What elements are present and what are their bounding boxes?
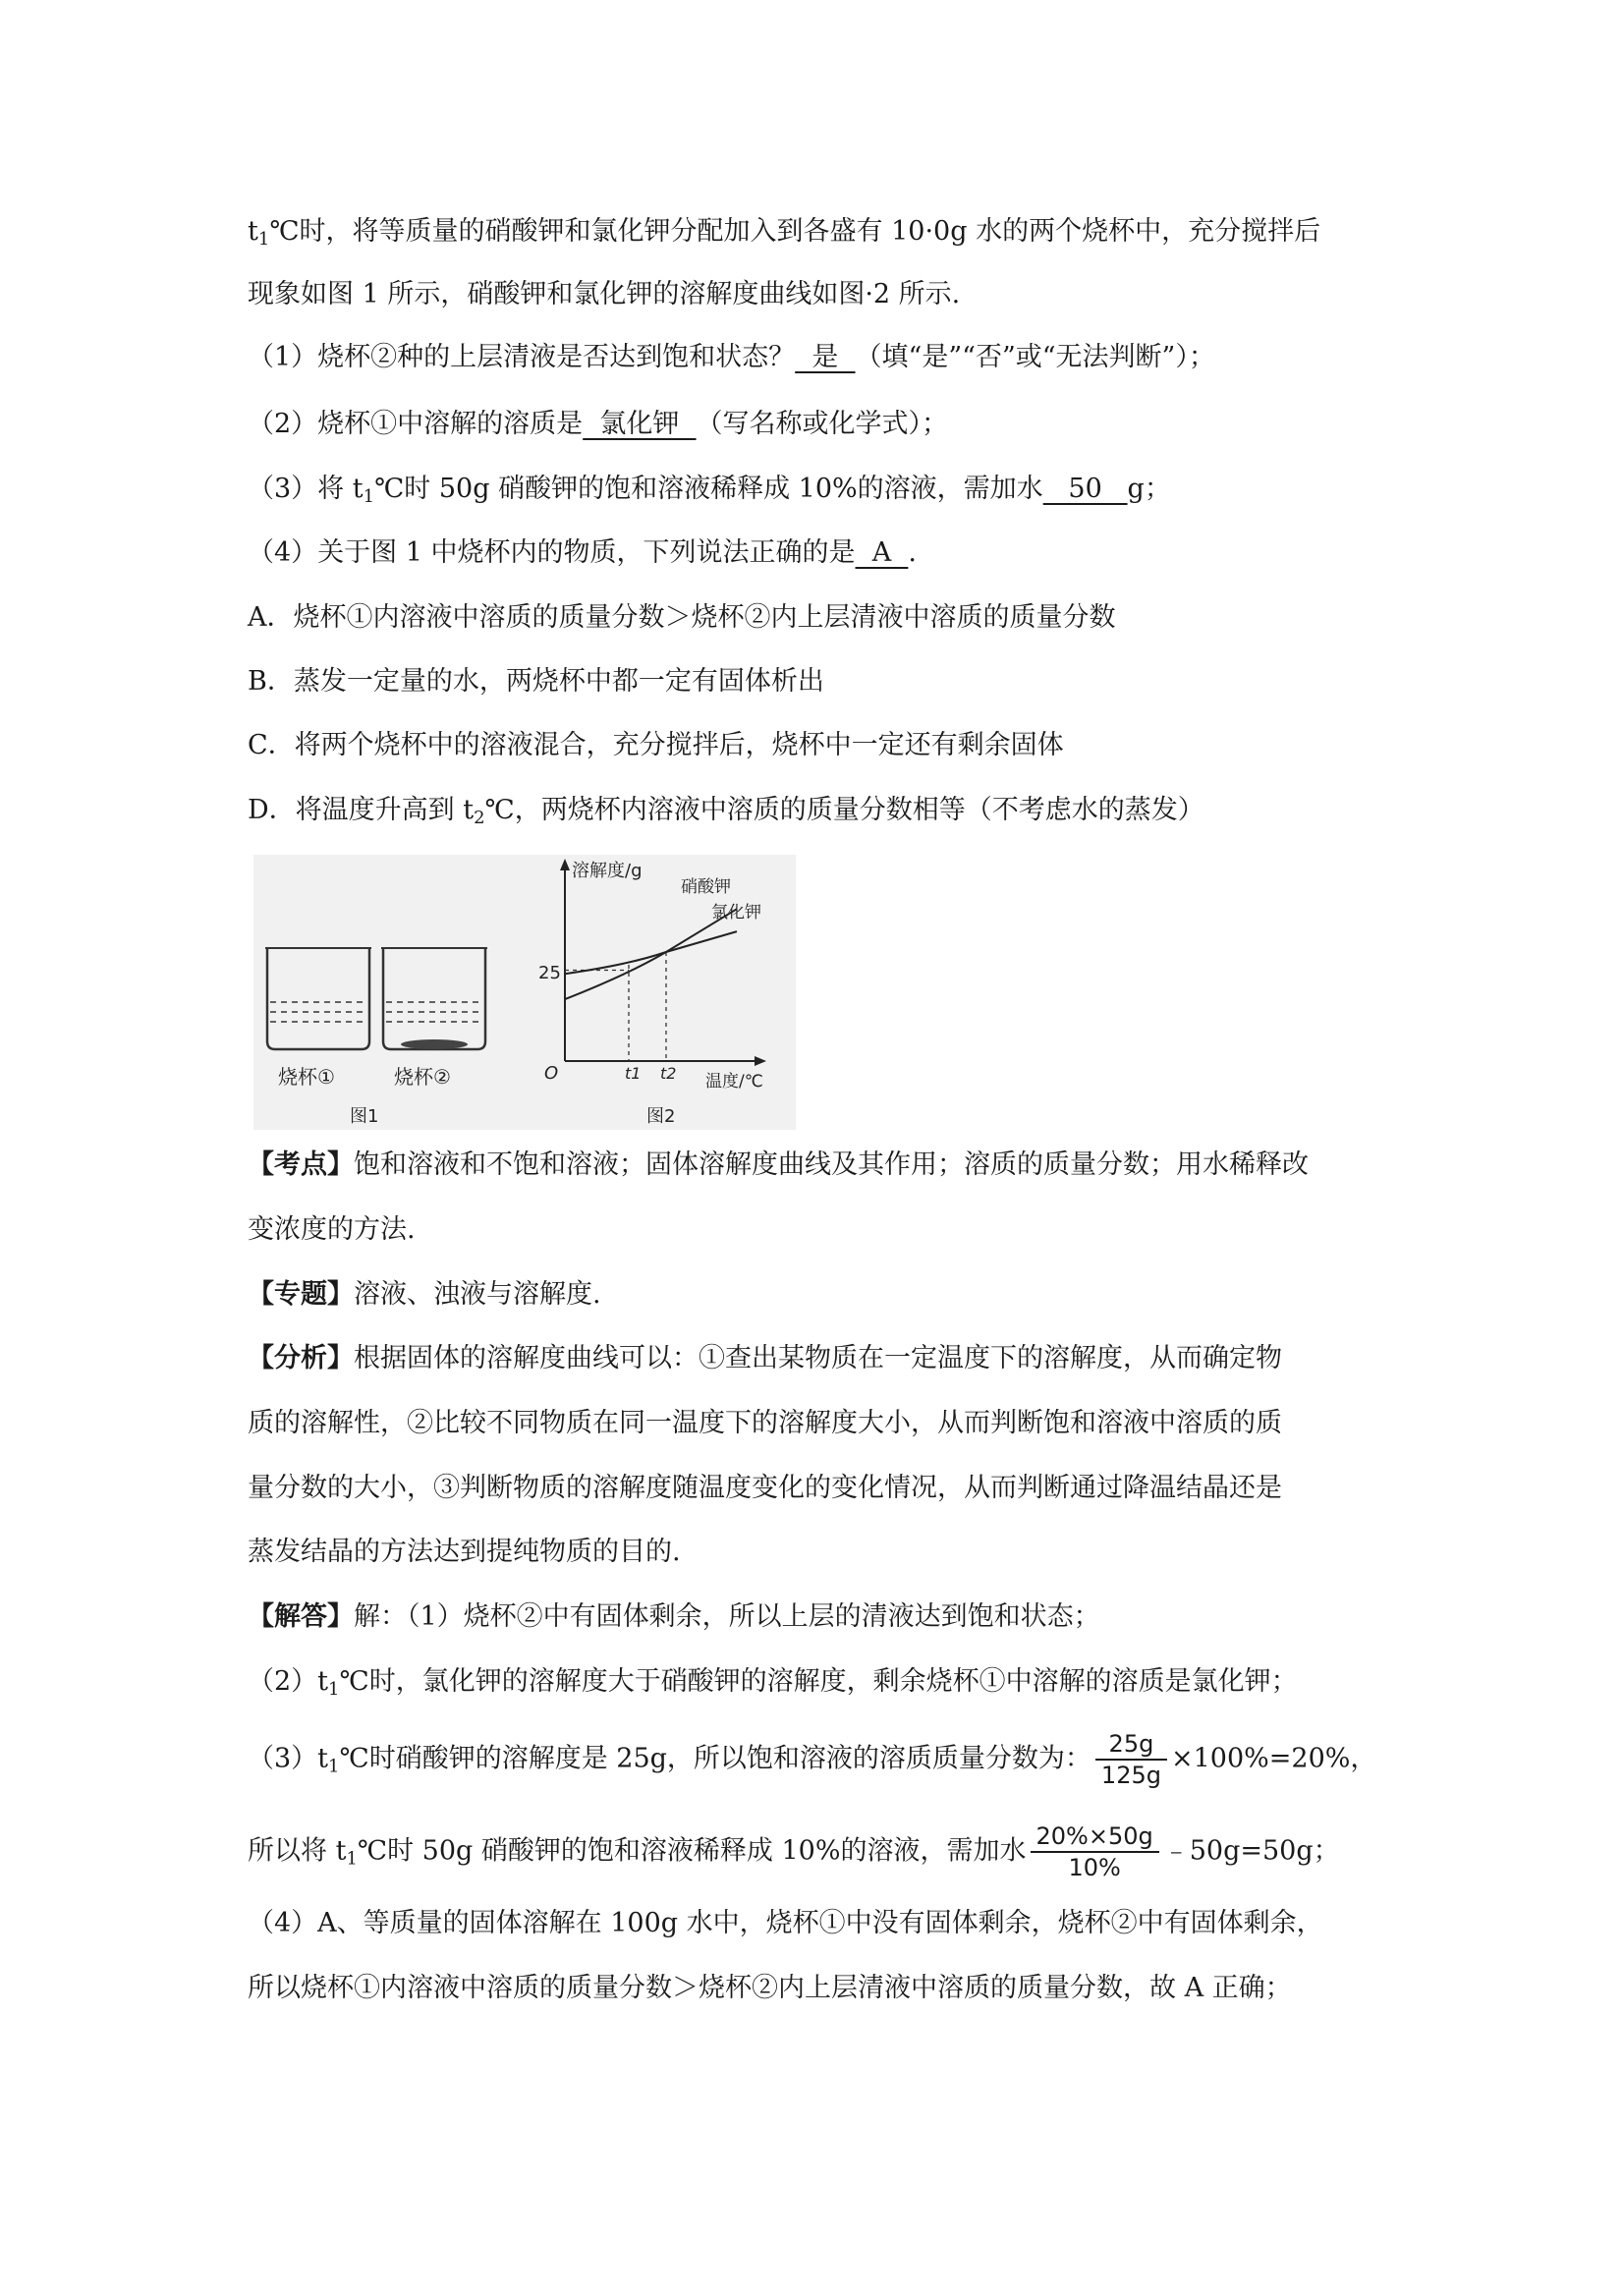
fraction-mass-percent: $\frac{25g}{125g}$ xyxy=(1095,1729,1167,1790)
fenxi-line-2: 质的溶解性，②比较不同物质在同一温度下的溶解度大小，从而判断饱和溶液中溶质的质 xyxy=(248,1408,1282,1438)
zhuanti-line: 【专题】溶液、浊液与溶解度. xyxy=(248,1279,601,1310)
jieda-line-6: 所以烧杯①内溶液中溶质的质量分数＞烧杯②内上层清液中溶质的质量分数，故 A 正确； xyxy=(248,1973,1292,2003)
option-d: D．将温度升高到 $t_2℃$，两烧杯内溶液中溶质的质量分数相等（不考虑水的蒸发） xyxy=(248,795,1204,828)
zhuanti-label: 【专题】 xyxy=(248,1279,354,1310)
series-label-kcl: 氯化钾 xyxy=(711,903,761,923)
jieda-line-1: 【解答】解：（1）烧杯②中有固体剩余，所以上层的清液达到饱和状态； xyxy=(248,1601,1100,1632)
option-a: A．烧杯①内溶液中溶质的质量分数＞烧杯②内上层清液中溶质的质量分数 xyxy=(248,602,1116,633)
jieda-line-2: $(2)t_1℃$时，氯化钾的溶解度大于硝酸钾的溶解度，剩余烧杯①中溶解的溶质是氯化钾； xyxy=(248,1666,1298,1700)
intro-line-2: 现象如图 1 所示，硝酸钾和氯化钾的溶解度曲线如图·2 所示. xyxy=(248,279,961,309)
fenxi-label: 【分析】 xyxy=(248,1343,354,1373)
kaodian-label: 【考点】 xyxy=(248,1149,354,1180)
option-c: C．将两个烧杯中的溶液混合，充分搅拌后，烧杯中一定还有剩余固体 xyxy=(248,730,1064,760)
kaodian-line-1: 【考点】饱和溶液和不饱和溶液；固体溶解度曲线及其作用；溶质的质量分数；用水稀释改 xyxy=(248,1149,1309,1180)
jieda-line-4: 所以将 $t_1℃$时 50g 硝酸钾的饱和溶液稀释成 10%的溶液，需加水 $\frac{20\%\times 50g}{10\%}$ ﹣50g=50g； xyxy=(248,1822,1340,1881)
series-label-kno3: 硝酸钾 xyxy=(681,877,731,897)
answer-1: 是 xyxy=(795,342,856,372)
x-axis-label: 温度/℃ xyxy=(705,1072,763,1092)
fraction-dilution: $\frac{20\%\times 50g}{10\%}$ xyxy=(1031,1821,1159,1882)
y-tick-25: 25 xyxy=(538,963,561,983)
beaker-1-label: 烧杯① xyxy=(278,1065,335,1089)
fenxi-line-4: 蒸发结晶的方法达到提纯物质的目的. xyxy=(248,1537,681,1567)
figure-2-caption: 图2 xyxy=(646,1106,676,1127)
fenxi-line-1: 【分析】根据固体的溶解度曲线可以：①查出某物质在一定温度下的溶解度，从而确定物 xyxy=(248,1343,1282,1373)
x-tick-t2: t2 xyxy=(660,1064,677,1083)
question-1: （1）烧杯②种的上层清液是否达到饱和状态？ 是 （填“是”“否”或“无法判断”）； xyxy=(248,342,1215,372)
answer-3: 50 xyxy=(1042,474,1128,504)
jieda-label: 【解答】 xyxy=(248,1601,354,1632)
answer-4: A xyxy=(855,537,909,568)
intro-line-1: $t_1℃$时，将等质量的硝酸钾和氯化钾分配加入到各盛有 10·0g 水的两个烧杯中，充分搅拌后 xyxy=(248,216,1321,250)
kaodian-line-2: 变浓度的方法. xyxy=(248,1214,416,1245)
question-3: （3）将 $t_1℃$时 50g 硝酸钾的饱和溶液稀释成 10%的溶液，需加水 50 g； xyxy=(248,474,1171,507)
y-axis-label: 溶解度/g xyxy=(572,861,643,881)
fenxi-line-3: 量分数的大小，③判断物质的溶解度随温度变化的变化情况，从而判断通过降温结晶还是 xyxy=(248,1473,1282,1503)
answer-2: 氯化钾 xyxy=(583,409,697,439)
x-tick-t1: t1 xyxy=(625,1064,642,1083)
figure-1-beakers xyxy=(253,855,531,1130)
question-4: （4）关于图 1 中烧杯内的物质，下列说法正确的是 A . xyxy=(248,537,917,568)
question-2: （2）烧杯①中溶解的溶质是 氯化钾 （写名称或化学式）； xyxy=(248,409,949,439)
origin-label: O xyxy=(544,1063,559,1084)
figure-1-caption: 图1 xyxy=(350,1106,379,1127)
beaker-2-label: 烧杯② xyxy=(394,1065,451,1089)
jieda-line-5: （4）A、等质量的固体溶解在 100g 水中，烧杯①中没有固体剩余，烧杯②中有固体剩余， xyxy=(248,1908,1323,1938)
jieda-line-3: $(3)t_1℃$时硝酸钾的溶解度是 25g，所以饱和溶液的溶质质量分数为： $\frac{25g}{125g}$ ×100%=20%， xyxy=(248,1730,1377,1789)
solid-residue xyxy=(401,1039,468,1049)
option-b: B．蒸发一定量的水，两烧杯中都一定有固体析出 xyxy=(248,666,824,697)
figure-2-solubility-chart xyxy=(531,855,796,1130)
